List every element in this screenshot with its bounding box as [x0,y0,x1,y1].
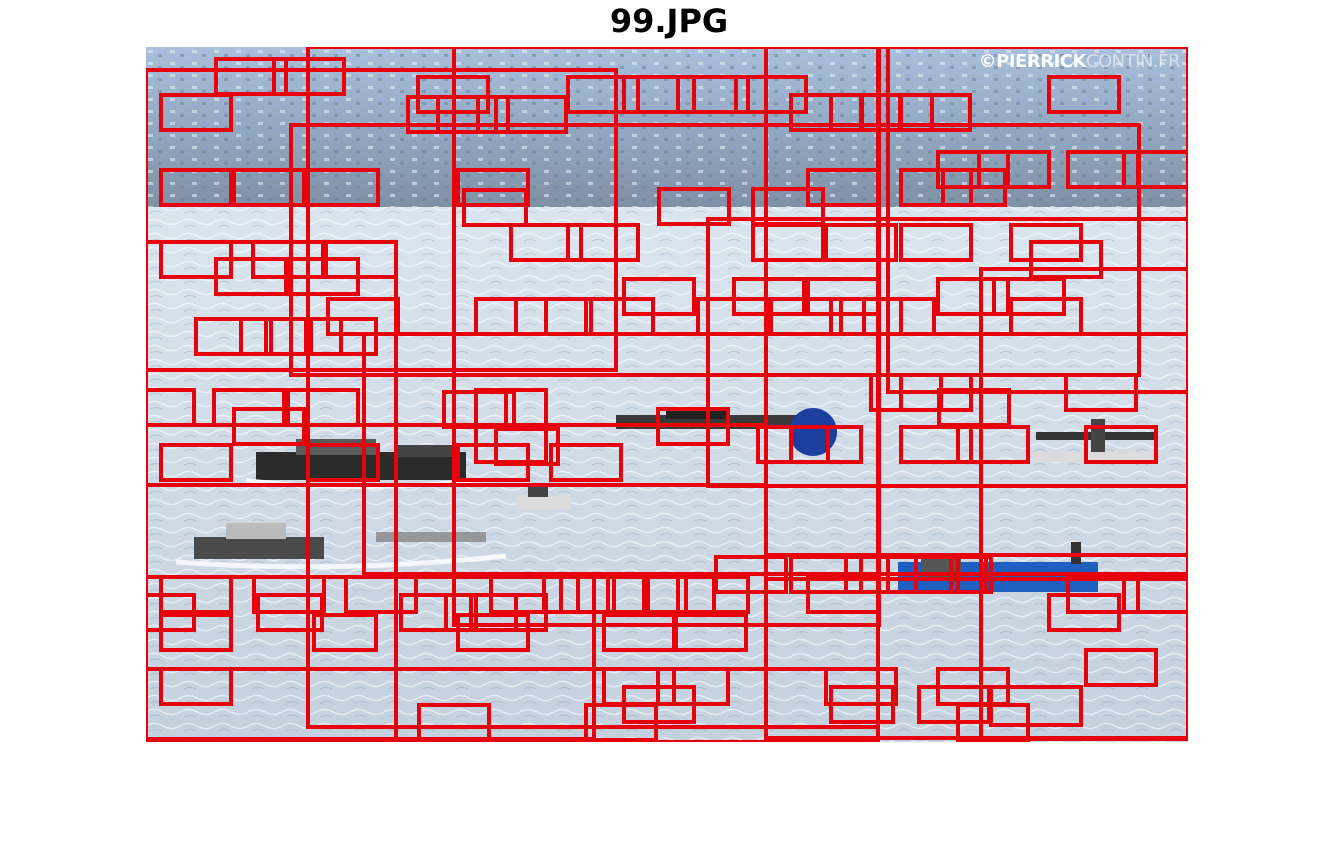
detection-box [476,390,546,425]
detection-box [753,225,823,260]
detection-box [464,190,526,225]
detection-box [146,577,594,739]
detection-box [516,299,586,334]
detection-box [901,225,971,260]
detection-box [1124,577,1188,612]
detection-box [146,669,878,742]
detection-box [624,77,694,112]
figure-title: 99.JPG [609,2,729,40]
detection-box [624,279,694,314]
detection-box [958,427,1028,462]
detection-box [511,225,581,260]
detection-box [1124,152,1188,187]
detection-box [146,390,194,425]
detection-box [241,319,311,354]
detection-boxes [146,47,1188,742]
detection-box [1011,299,1081,334]
detection-box [1086,427,1156,462]
detection-box [994,279,1064,314]
detection-box [308,445,378,480]
detection-box [308,170,378,205]
detection-box [419,705,489,740]
detection-box [568,77,638,112]
watermark: ©PIERRICKCONTIN.FR [978,51,1180,72]
detection-box [476,299,546,334]
detection-box [161,669,231,704]
detection-box [568,225,638,260]
lake-photo [146,47,1188,742]
detection-box [938,279,1008,314]
detection-box [901,427,971,462]
detection-box [328,299,398,334]
detection-box [939,390,1009,425]
detection-box [1086,650,1156,685]
detection-box [196,319,266,354]
detection-box [234,170,304,205]
detection-box [161,170,231,205]
detection-box [161,445,231,480]
detection-box [458,170,528,205]
detection-box [546,299,616,334]
detection-box [676,615,746,650]
detection-box [808,577,878,612]
detection-box [1068,152,1138,187]
detection-box [826,225,896,260]
detection-box [551,445,621,480]
detection-box [604,615,674,650]
detection-box [1049,77,1119,112]
detection-box [161,95,231,130]
